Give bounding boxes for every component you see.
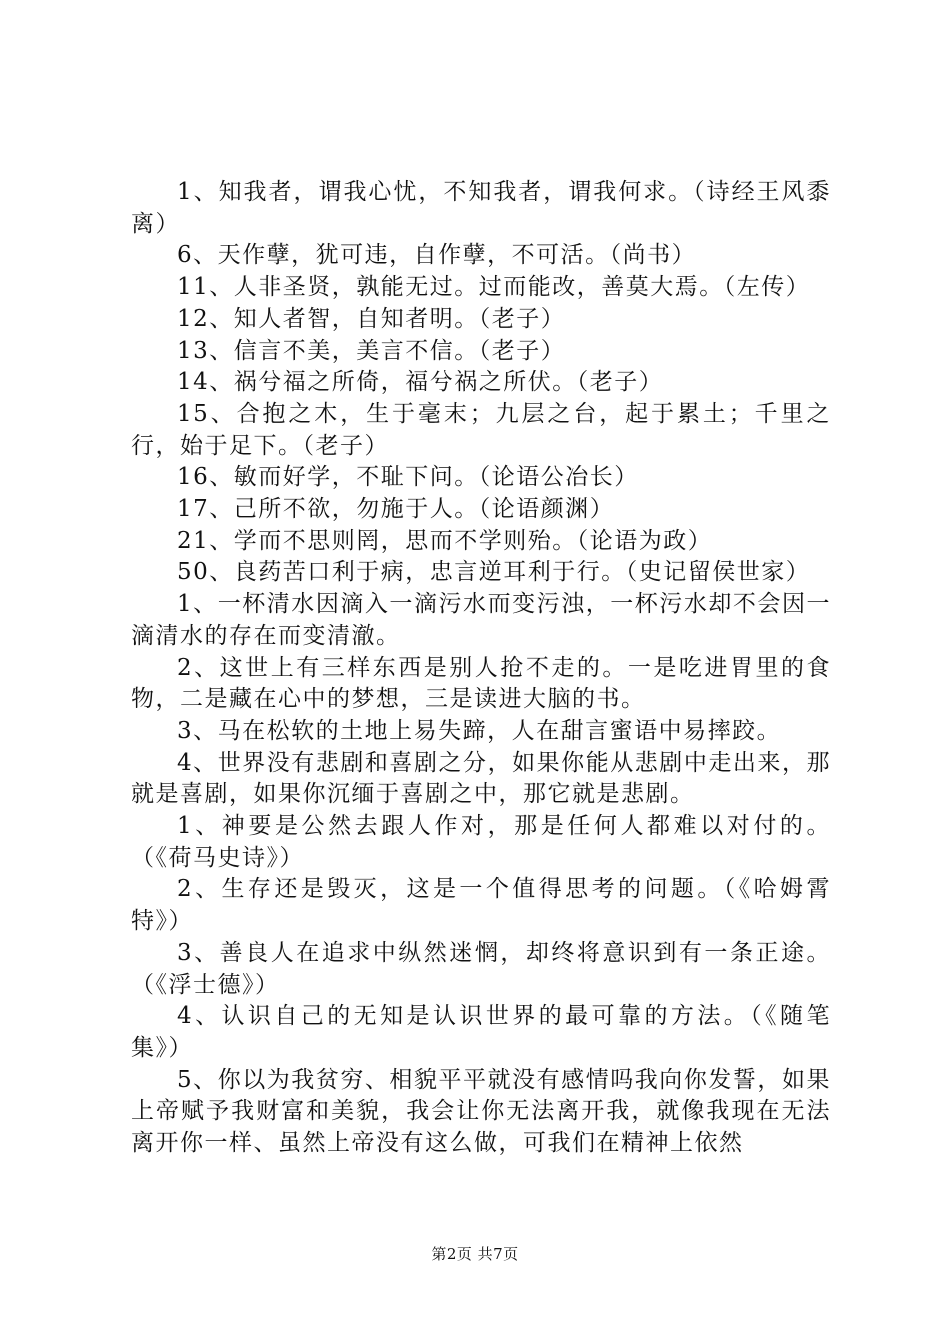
- quote-paragraph: 5、你以为我贫穷、相貌平平就没有感情吗我向你发誓，如果上帝赋予我财富和美貌，我会让你无法离开我，就像我现在无法离开你一样、虽然上帝没有这么做，可我们在精神上依然: [131, 1066, 831, 1157]
- document-body: [131, 177, 831, 1160]
- quote-paragraph: 17、己所不欲，勿施于人。（论语颜渊）: [177, 496, 615, 523]
- quote-paragraph: 12、知人者智，自知者明。（老子）: [177, 305, 566, 332]
- quote-paragraph: 14、祸兮福之所倚，福兮祸之所伏。（老子）: [177, 369, 664, 396]
- quote-paragraph: 6、天作孽，犹可违，自作孽，不可活。（尚书）: [177, 242, 697, 269]
- quote-paragraph: 1、一杯清水因滴入一滴污水而变污浊，一杯污水却不会因一滴清水的存在而变清澈。: [131, 591, 831, 649]
- quote-paragraph: 21、学而不思则罔，思而不学则殆。（论语为政）: [177, 527, 713, 554]
- quote-paragraph: 16、敏而好学，不耻下问。（论语公冶长）: [177, 464, 639, 491]
- quote-paragraph: 4、认识自己的无知是认识世界的最可靠的方法。（《随笔集》）: [131, 1003, 831, 1061]
- quote-paragraph: 3、善良人在追求中纵然迷惘，却终将意识到有一条正途。（《浮士德》）: [131, 939, 831, 998]
- quote-paragraph: 2、生存还是毁灭，这是一个值得思考的问题。（《哈姆霄特》）: [131, 876, 831, 935]
- page-footer: [0, 1243, 950, 1264]
- quote-paragraph: 4、世界没有悲剧和喜剧之分，如果你能从悲剧中走出来，那就是喜剧，如果你沉缅于喜剧之中，那它就是悲剧。: [131, 749, 831, 808]
- quote-paragraph: 1、知我者，谓我心忧，不知我者，谓我何求。（诗经王风黍离）: [131, 179, 831, 237]
- quote-paragraph: 50、良药苦口利于病，忠言逆耳利于行。（史记留侯世家）: [177, 559, 811, 586]
- page-number-label: 第2页 共7页: [431, 1245, 519, 1263]
- quote-paragraph: 3、马在松软的土地上易失蹄，人在甜言蜜语中易摔跤。: [177, 717, 782, 744]
- quote-paragraph: 13、信言不美，美言不信。（老子）: [177, 337, 566, 364]
- quote-paragraph: 11、人非圣贤，孰能无过。过而能改，善莫大焉。（左传）: [177, 274, 811, 301]
- quote-paragraph: 15、合抱之木，生于毫末；九层之台，起于累土；千里之行，始于足下。（老子）: [131, 400, 831, 459]
- quote-paragraph: 2、这世上有三样东西是别人抢不走的。一是吃进胃里的食物，二是藏在心中的梦想，三是读进大脑的书。: [131, 654, 831, 713]
- quote-paragraph: 1、神要是公然去跟人作对，那是任何人都难以对付的。（《荷马史诗》）: [131, 813, 831, 871]
